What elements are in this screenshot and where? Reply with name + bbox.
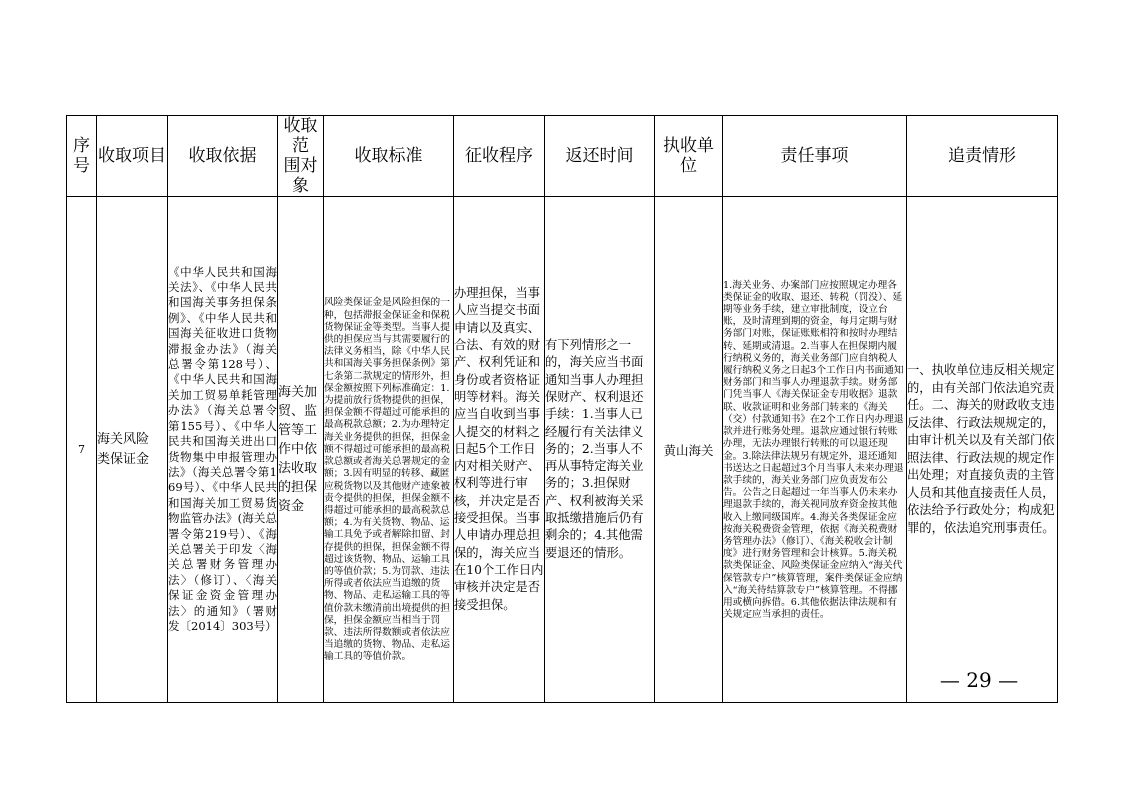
fee-table: [66, 115, 1058, 703]
header-accountability: 追责情形: [907, 116, 1058, 197]
header-seq: 序 号: [67, 116, 97, 197]
duty-text: 1.海关业务、办案部门应按照规定办理各类保证金的收取、退还、转税（罚没）、延期等业务手续，建立审批制度，设立台账，及时清理到期的资金，每月定期与财务部门对账，保证账账相符和按时办理结转、延期或清退。2.当事人在担保期内履行纳税义务的，海关业务部门应自纳税人履行纳税义务之日起3个工作日内书面通知财务部门和当事人办理退款手续。财务部门凭当事人《海关保证金专用收据》退款联、收款证明和业务部门转来的《海关（交）付款通知书》在2个工作日内办理退款并进行账务处理。退款应通过银行转账办理，无法办理银行转账的可以退还现金。3.除法律法规另有规定外，退还通知书送达之日起超过3个月当事人未来办理退款手续的，海关业务部门应负责发布公告。公告之日起超过一年当事人仍未来办理退款手续的，海关视同放弃资金按其他收入上缴同级国库。4.海关各类保证金应按海关税费资金管理，依据《海关税费财务管理办法》（修订）、《海关税收会计制度》进行财务管理和会计核算。5.海关税款类保证金、风险类保证金应纳入“海关代保管款专户”核算管理，案件类保证金应纳入“海关待结算款专户”核算管理。不得挪用或横向拆借。6.其他依据法律法规和有关规定应当承担的责任。: [723, 279, 904, 621]
table-row: [67, 197, 1058, 703]
header-basis: 收取依据: [168, 116, 278, 197]
cell-scope: 海关加贸、监管等工作中依法收取的担保资金: [278, 197, 324, 703]
standard-text: 风险类保证金是风险担保的一种，包括滞报金保证金和保税货物保证金等类型。当事人提供的担保应当与其需要履行的法律义务相当，除《中华人民共和国海关事务担保条例》第七条第二款规定的情形外，担保金额按照下列标准确定：1.为提前放行货物提供的担保，担保金额不得超过可能承担的最高税款总额；2.为办理特定海关业务提供的担保，担保金额不得超过可能承担的最高税款总额或者海关总署规定的金额；3.因有明显的转移、藏匿应税货物以及其他财产迹象被责令提供的担保，担保金额不得超过可能承担的最高税款总额；4.为有关货物、物品、运输工具免予或者解除扣留、封存提供的担保，担保金额不得超过该货物、物品、运输工具的等值价款；5.为罚款、违法所得或者依法应当追缴的货物、物品、走私运输工具的等值价款未缴清前出境提供的担保，担保金额应当相当于罚款、违法所得数额或者依法应当追缴的货物、物品、走私运输工具的等值价款。: [324, 297, 450, 663]
header-duty: 责任事项: [723, 116, 907, 197]
cell-basis: 《中华人民共和国海关法》、《中华人民共和国海关事务担保条例》、《中华人民共和国海关征收进口货物滞报金办法》（海关总署令第128号）、《中华人民共和国海关加工贸易单耗管理办法》（海关总署令第155号）、《中华人民共和国海关进出口货物集中申报管理办法》（海关总署令第169号）、《中华人民共和国海关加工贸易货物监管办法》(海关总署令第219号）、《海关总署关于印发〈海关总署财务管理办法〉（修订）、〈海关保证金资金管理办法〉的通知》（署财发〔2014〕303号）: [168, 197, 278, 703]
page-number: — 29 —: [939, 668, 1019, 692]
cell-unit: 黄山海关: [655, 197, 723, 703]
cell-seq: 7: [67, 197, 97, 703]
header-item: 收取项目: [97, 116, 168, 197]
header-scope: 收取范 围对象: [278, 116, 324, 197]
cell-accountability: 一、执收单位违反相关规定的，由有关部门依法追究责任。二、海关的财政收支违反法律、行政法规规定的，由审计机关以及有关部门依照法律、行政法规的规定作出处理；对直接负责的主管人员和其他直接责任人员，依法给予行政处分；构成犯罪的，依法追究刑事责任。: [907, 197, 1058, 703]
cell-item: 海关风险 类保证金: [97, 197, 168, 703]
cell-standard: [324, 197, 454, 703]
cell-procedure: 办理担保，当事人应当提交书面申请以及真实、合法、有效的财产、权利凭证和身份或者资格证明等材料。海关应当自收到当事人提交的材料之日起5个工作日内对相关财产、权利等进行审核，并决定是否接受担保。当事人申请办理总担保的，海关应当在10个工作日内审核并决定是否接受担保。: [454, 197, 545, 703]
header-procedure: 征收程序: [454, 116, 545, 197]
header-standard: 收取标准: [324, 116, 454, 197]
header-return-time: 返还时间: [545, 116, 655, 197]
header-unit: 执收单位: [655, 116, 723, 197]
cell-duty: [723, 197, 907, 703]
cell-return-time: 有下列情形之一的，海关应当书面通知当事人办理担保财产、权利退还手续：1.当事人已经履行有关法律义务的；2.当事人不再从事特定海关业务的；3.担保财产、权利被海关采取抵缴措施后仍有剩余的；4.其他需要退还的情形。: [545, 197, 655, 703]
table-header-row: [67, 116, 1058, 197]
